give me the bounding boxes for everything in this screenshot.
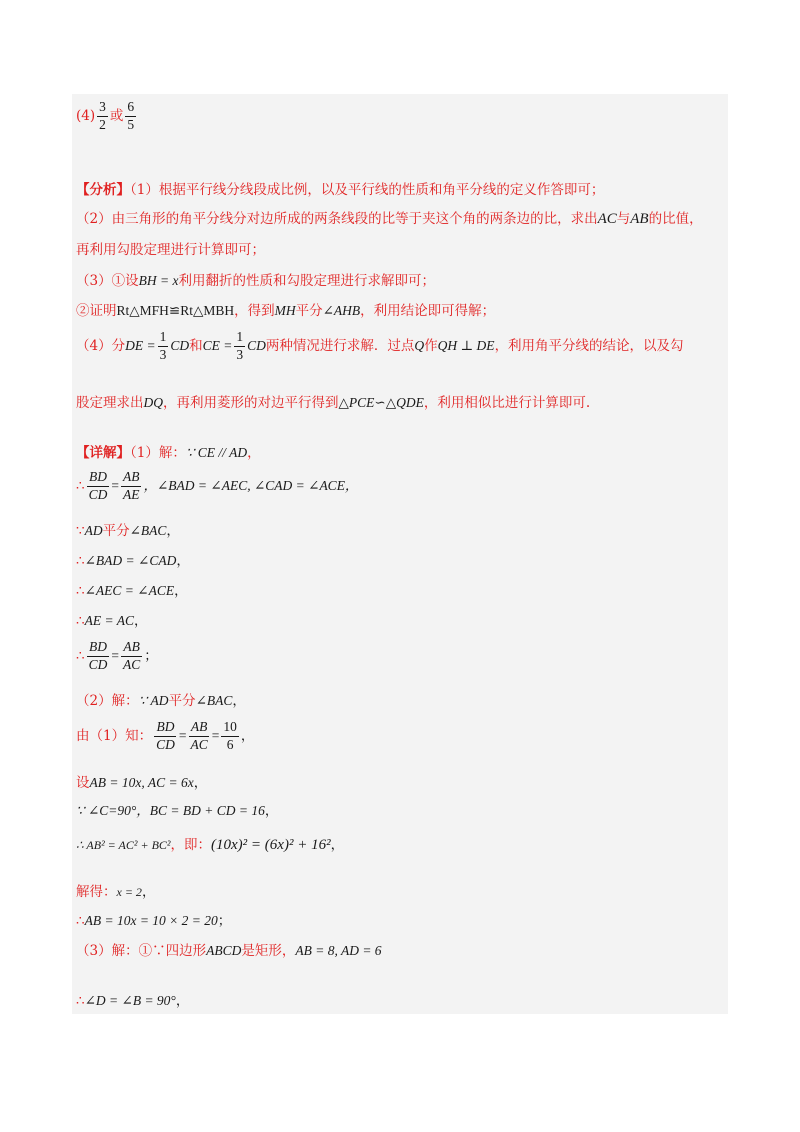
detail-line-3: ∵AD平分∠BAC， bbox=[76, 523, 180, 539]
detail-line-13: 解得：x = 2， bbox=[76, 884, 156, 900]
fraction-bd-cd: $\frac{BD}{CD}$ bbox=[88, 469, 108, 502]
detail-line-10: 设AB = 10x, AC = 6x， bbox=[76, 775, 208, 791]
fraction-ab-ac: $\frac{AB}{AC}$ bbox=[122, 639, 141, 672]
fraction-1-3-b: $\frac{1}{3}$ bbox=[236, 329, 244, 362]
q4-prefix: (4) bbox=[76, 107, 96, 124]
analysis-line-3: 再利用勾股定理进行计算即可； bbox=[76, 242, 265, 258]
q4-or: 或 bbox=[109, 107, 124, 124]
fraction-ab-ae: $\frac{AB}{AE}$ bbox=[122, 469, 140, 502]
detail-line-2: ∴ $\frac{BD}{CD}$ = $\frac{AB}{AE}$ ，∠BAD = ∠AEC, ∠CAD = ∠ACE， bbox=[76, 469, 359, 502]
analysis-line-7: 股定理求出DQ，再利用菱形的对边平行得到△PCE∽△QDE，利用相似比进行计算即可. bbox=[76, 395, 591, 411]
detail-tag: 【详解】 bbox=[76, 445, 130, 461]
detail-line-4: ∴∠BAD = ∠CAD， bbox=[76, 553, 190, 569]
fraction-ab-ac-2: $\frac{AB}{AC}$ bbox=[190, 719, 208, 752]
detail-line-15: （3）解：①∵四边形ABCD是矩形，AB = 8, AD = 6 bbox=[76, 943, 382, 959]
detail-line-16: ∴∠D = ∠B = 90°， bbox=[76, 993, 190, 1009]
detail-line-14: ∴AB = 10x = 10 × 2 = 20； bbox=[76, 913, 232, 929]
analysis-line-1: 【分析】（1）根据平行线分线段成比例，以及平行线的性质和角平分线的定义作答即可； bbox=[76, 182, 605, 198]
fraction-bd-cd-3: $\frac{BD}{CD}$ bbox=[156, 719, 175, 752]
detail-line-11: ∵ ∠C=90°，BC = BD + CD = 16， bbox=[76, 803, 279, 819]
detail-line-1: 【详解】（1）解：∵ CE // AD， bbox=[76, 445, 261, 461]
detail-line-9: 由（1）知： $\frac{BD}{CD}$ = $\frac{AB}{AC}$ = $\frac{10}{6}$ ， bbox=[76, 719, 255, 752]
fraction-6-5: $\frac{6}{5}$ bbox=[127, 99, 135, 132]
analysis-line-5: ②证明Rt△MFH≌Rt△MBH，得到MH平分∠AHB，利用结论即可得解； bbox=[76, 303, 496, 319]
fraction-3-2: $\frac{3}{2}$ bbox=[99, 99, 106, 132]
answer-sheet bbox=[72, 94, 728, 1014]
analysis-line-4: （3）①设BH = x利用翻折的性质和勾股定理进行求解即可； bbox=[76, 273, 435, 289]
detail-line-6: ∴AE = AC， bbox=[76, 613, 148, 629]
analysis-tag: 【分析】 bbox=[76, 182, 130, 198]
fraction-10-6: $\frac{10}{6}$ bbox=[223, 719, 237, 752]
fraction-1-3: $\frac{1}{3}$ bbox=[159, 329, 167, 362]
analysis-line-6: （4）分DE = $\frac{1}{3}$ CD和CE = $\frac{1}{3}$ CD两种情况进行求解．过点Q作QH ⊥ DE，利用角平分线的结论，以及勾 bbox=[76, 329, 684, 362]
detail-line-7: ∴ $\frac{BD}{CD}$ = $\frac{AB}{AC}$ ； bbox=[76, 639, 158, 672]
detail-line-12: ∴ AB² = AC² + BC²，即：(10x)² = (6x)² + 16²， bbox=[76, 837, 345, 853]
analysis-line-2: （2）由三角形的角平分线分对边所成的两条线段的比等于夹这个角的两条边的比，求出AC与AB的比值， bbox=[76, 211, 703, 227]
detail-line-5: ∴∠AEC = ∠ACE， bbox=[76, 583, 188, 599]
q4-answer-line bbox=[76, 100, 138, 133]
fraction-bd-cd-2: $\frac{BD}{CD}$ bbox=[88, 639, 108, 672]
detail-line-8: （2）解：∵ AD平分∠BAC， bbox=[76, 693, 246, 709]
